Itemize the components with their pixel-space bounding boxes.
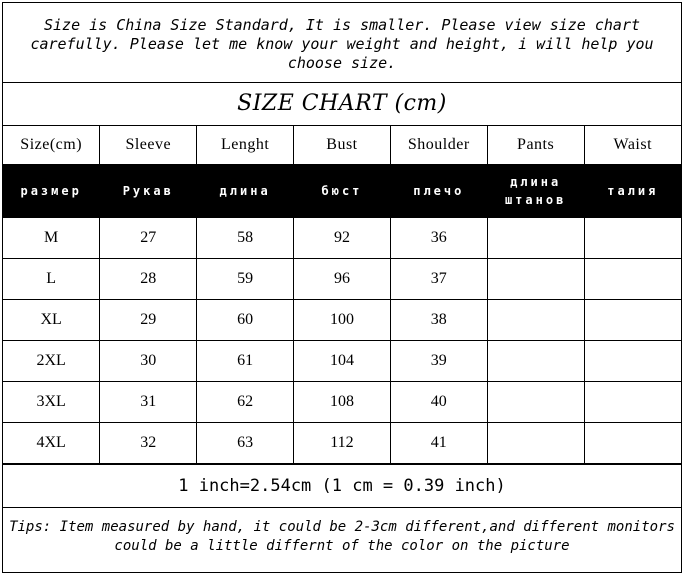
ru-header-cell: талия: [584, 165, 681, 218]
table-cell: 3XL: [3, 382, 100, 423]
table-row: [3, 300, 681, 341]
table-cell: [584, 218, 681, 259]
table-row: [3, 382, 681, 423]
table-cell: 30: [100, 341, 197, 382]
table-cell: 58: [197, 218, 294, 259]
unit-conversion: 1 inch=2.54cm (1 cm = 0.39 inch): [3, 464, 681, 508]
table-cell: XL: [3, 300, 100, 341]
table-cell: 32: [100, 423, 197, 464]
header-cell: Shoulder: [390, 126, 487, 165]
ru-header-cell: размер: [3, 165, 100, 218]
header-cell: Lenght: [197, 126, 294, 165]
ru-header-cell: Рукав: [100, 165, 197, 218]
ru-header-cell: бюст: [294, 165, 391, 218]
header-cell: Sleeve: [100, 126, 197, 165]
ru-header-cell: длина: [197, 165, 294, 218]
table-cell: [584, 382, 681, 423]
header-cell: Pants: [487, 126, 584, 165]
table-cell: 37: [390, 259, 487, 300]
table-row: [3, 423, 681, 464]
header-row: [3, 126, 681, 165]
table-cell: [487, 423, 584, 464]
table-row: [3, 218, 681, 259]
table-cell: 4XL: [3, 423, 100, 464]
table-cell: M: [3, 218, 100, 259]
table-row: [3, 259, 681, 300]
table-cell: 27: [100, 218, 197, 259]
table-cell: [487, 300, 584, 341]
table-cell: 28: [100, 259, 197, 300]
table-cell: 112: [294, 423, 391, 464]
table-cell: [584, 259, 681, 300]
table-cell: 41: [390, 423, 487, 464]
table-cell: [584, 341, 681, 382]
chart-title: SIZE CHART (cm): [3, 83, 681, 126]
russian-header-row: [3, 165, 681, 218]
table-cell: 108: [294, 382, 391, 423]
table-cell: [584, 300, 681, 341]
table-cell: 2XL: [3, 341, 100, 382]
table-cell: 59: [197, 259, 294, 300]
table-cell: 92: [294, 218, 391, 259]
table-cell: [487, 382, 584, 423]
table-row: [3, 341, 681, 382]
size-note: Size is China Size Standard, It is smaller. Please view size chart carefully. Please let me know your weight and height, i will help you choose size.: [3, 3, 681, 83]
size-chart-document: [2, 2, 682, 573]
table-cell: [487, 218, 584, 259]
table-cell: 62: [197, 382, 294, 423]
header-cell: Waist: [584, 126, 681, 165]
table-cell: 39: [390, 341, 487, 382]
header-cell: Bust: [294, 126, 391, 165]
table-cell: 63: [197, 423, 294, 464]
table-cell: [487, 341, 584, 382]
table-cell: [584, 423, 681, 464]
ru-header-cell: плечо: [390, 165, 487, 218]
table-cell: 60: [197, 300, 294, 341]
table-cell: 96: [294, 259, 391, 300]
tips-text: Tips: Item measured by hand, it could be 2-3cm different,and different monitors could be a little differnt of the color on the picture: [9, 519, 675, 554]
table-cell: 38: [390, 300, 487, 341]
table-cell: 40: [390, 382, 487, 423]
table-cell: [487, 259, 584, 300]
table-cell: L: [3, 259, 100, 300]
table-cell: 61: [197, 341, 294, 382]
table-cell: 104: [294, 341, 391, 382]
ru-header-cell: длина штанов: [487, 165, 584, 218]
table-cell: 36: [390, 218, 487, 259]
table-cell: 31: [100, 382, 197, 423]
table-cell: 29: [100, 300, 197, 341]
header-cell: Size(cm): [3, 126, 100, 165]
table-cell: 100: [294, 300, 391, 341]
size-table: [3, 126, 681, 464]
